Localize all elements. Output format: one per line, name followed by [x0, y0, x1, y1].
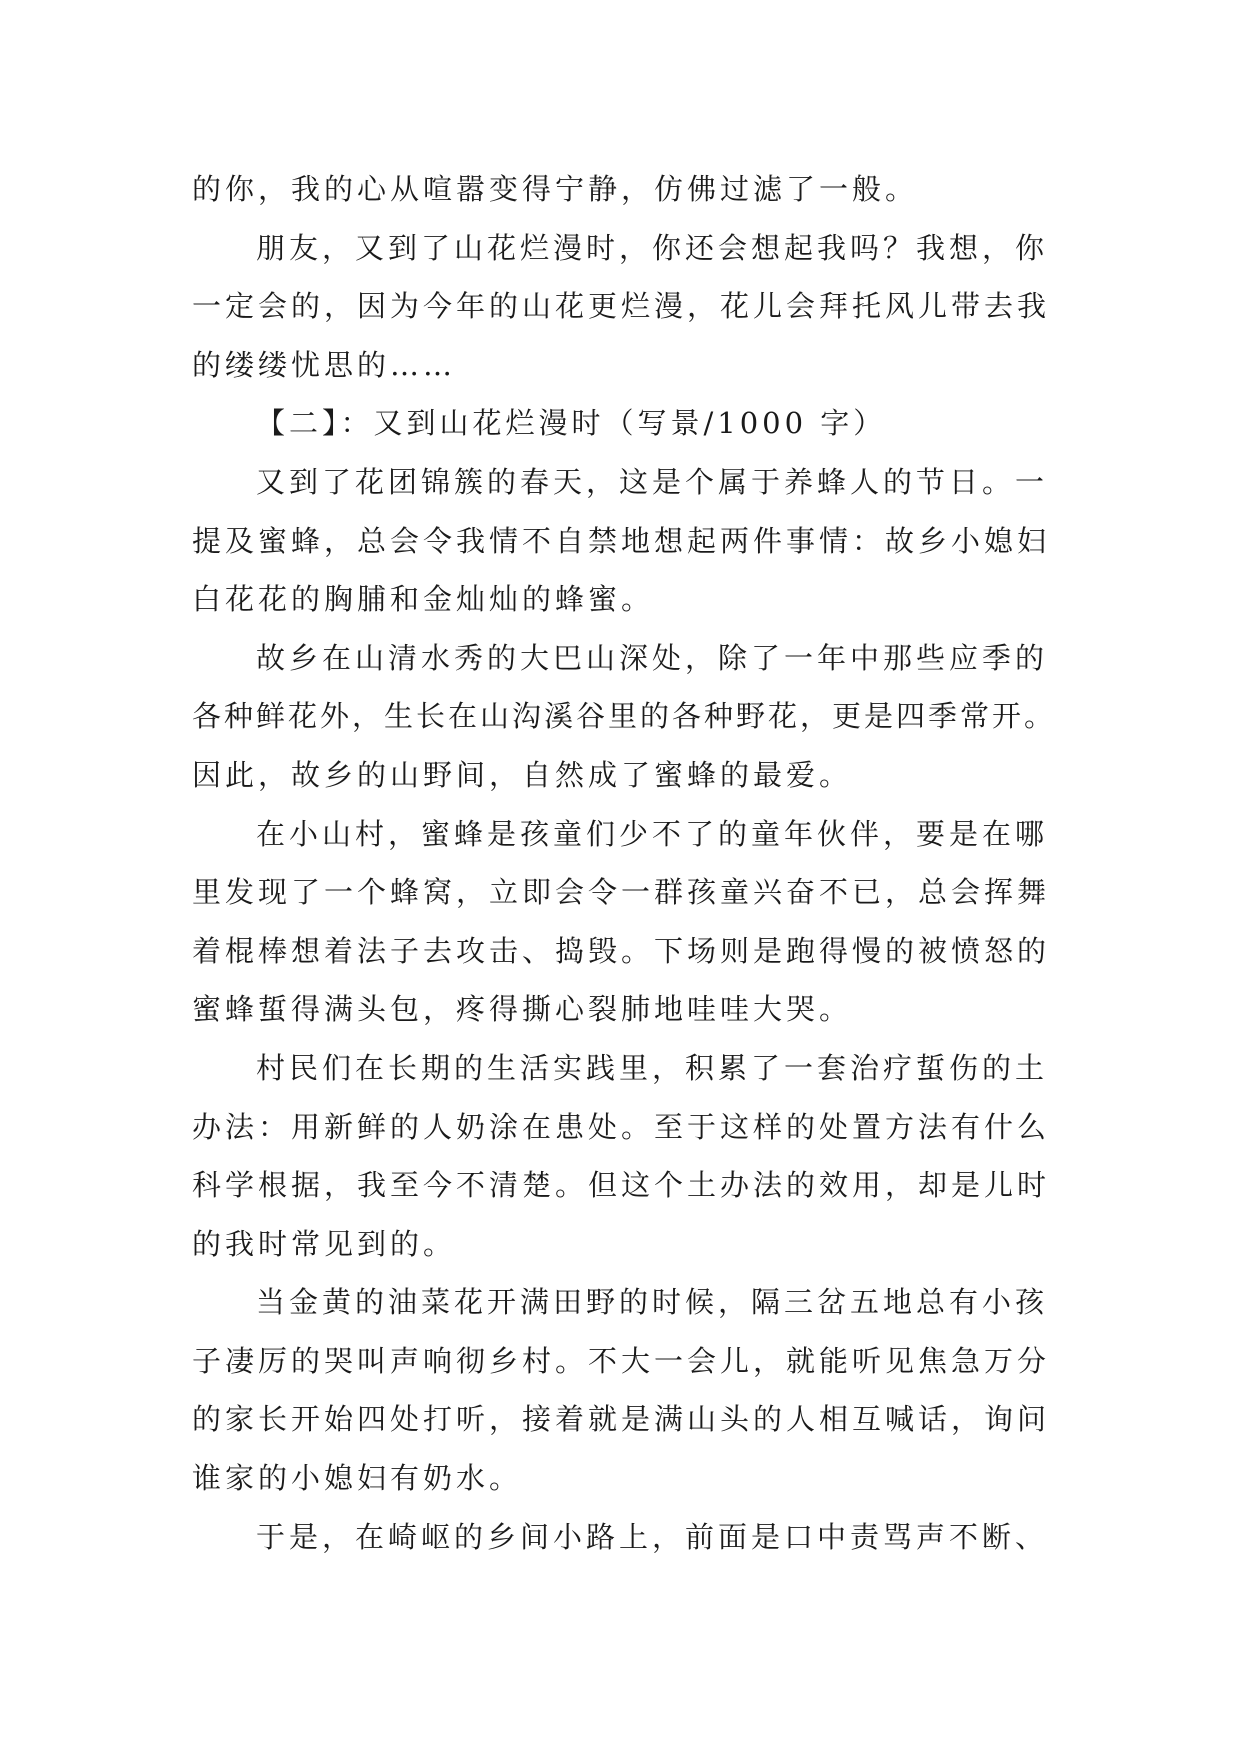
document-body [192, 160, 1062, 1566]
text-line: 科学根据，我至今不清楚。但这个土办法的效用，却是儿时 [192, 1168, 1051, 1203]
text-line: 朋友，又到了山花烂漫时，你还会想起我吗？我想，你 [256, 230, 1049, 265]
text-line: 一定会的，因为今年的山花更烂漫，花儿会拜托风儿带去我 [192, 289, 1051, 324]
text-line: 办法：用新鲜的人奶涂在患处。至于这样的处置方法有什么 [192, 1109, 1051, 1144]
text-line: 因此，故乡的山野间，自然成了蜜蜂的最爱。 [192, 757, 853, 792]
text-line: 蜜蜂蜇得满头包，疼得撕心裂肺地哇哇大哭。 [192, 992, 853, 1027]
text-line: 村民们在长期的生活实践里，积累了一套治疗蜇伤的土 [256, 1050, 1049, 1085]
text-line: 白花花的胸脯和金灿灿的蜂蜜。 [192, 582, 655, 617]
text-line: 的你，我的心从喧嚣变得宁静，仿佛过滤了一般。 [192, 172, 919, 206]
text-line: 子凄厉的哭叫声响彻乡村。不大一会儿，就能听见焦急万分 [192, 1343, 1051, 1378]
text-line: 于是，在崎岖的乡间小路上，前面是口中责骂声不断、 [256, 1519, 1049, 1554]
text-line: 提及蜜蜂，总会令我情不自禁地想起两件事情：故乡小媳妇 [192, 523, 1051, 558]
text-line: 各种鲜花外，生长在山沟溪谷里的各种野花，更是四季常开。 [192, 699, 1057, 734]
text-line: 的缕缕忧思的…… [192, 347, 457, 382]
text-line: 谁家的小媳妇有奶水。 [192, 1461, 523, 1496]
text-line: 的家长开始四处打听，接着就是满山头的人相互喊话，询问 [192, 1402, 1051, 1437]
text-line: 故乡在山清水秀的大巴山深处，除了一年中那些应季的 [256, 640, 1049, 675]
section-heading: 【二】：又到山花烂漫时（写景/1000 字） [256, 406, 887, 441]
text-line: 又到了花团锦簇的春天，这是个属于养蜂人的节日。一 [256, 464, 1049, 499]
text-line: 的我时常见到的。 [192, 1226, 457, 1261]
text-line: 当金黄的油菜花开满田野的时候，隔三岔五地总有小孩 [256, 1285, 1049, 1320]
text-line: 在小山村，蜜蜂是孩童们少不了的童年伙伴，要是在哪 [256, 816, 1049, 851]
text-line: 里发现了一个蜂窝，立即会令一群孩童兴奋不已，总会挥舞 [192, 875, 1051, 910]
text-line: 着棍棒想着法子去攻击、捣毁。下场则是跑得慢的被愤怒的 [192, 933, 1051, 968]
